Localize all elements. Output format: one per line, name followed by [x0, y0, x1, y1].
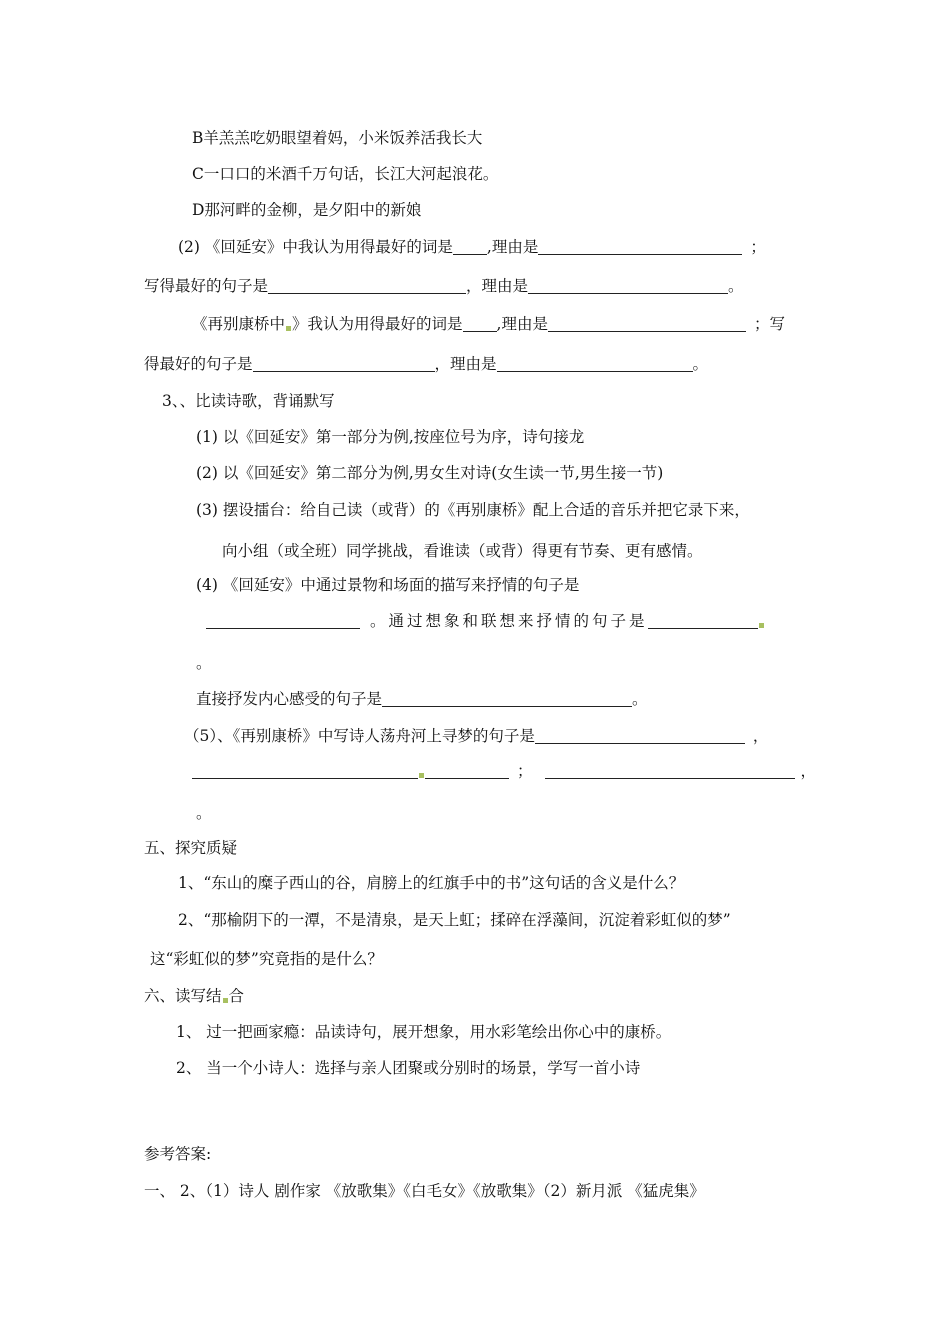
s3-item-2: (2) 以《回延安》第二部分为例,男女生对诗(女生读一节,男生接一节) [196, 464, 664, 482]
q2-text: ，理由是 [434, 355, 497, 373]
section-3-title: 3、、比读诗歌，背诵默写 [162, 392, 335, 410]
answer-blank[interactable] [548, 315, 746, 332]
section-5-title: 五、探究质疑 [144, 839, 238, 857]
s3-item-4d [196, 688, 648, 710]
s3-text: 。 [632, 690, 648, 708]
answer-blank[interactable] [463, 315, 497, 332]
answer-blank[interactable] [253, 355, 435, 372]
answer-blank[interactable] [453, 238, 487, 255]
mark-icon [286, 326, 291, 331]
answer-blank[interactable] [206, 612, 360, 629]
answer-blank[interactable] [382, 690, 632, 707]
s3-item-5a [184, 725, 768, 747]
answer-blank[interactable] [425, 762, 509, 779]
mark-icon [223, 998, 228, 1003]
q2-line-4 [144, 353, 708, 375]
q2-text: 。 [692, 355, 709, 373]
choice-c: C一口口的米酒千万句话，长江大河起浪花。 [192, 165, 499, 183]
section-6-title [144, 985, 244, 1007]
s5-q2b: 这“彩虹似的梦”究竟指的是什么？ [150, 950, 383, 968]
choice-b: B羊羔羔吃奶眼望着妈，小米饭养活我长大 [192, 129, 483, 147]
answers-line: 一、 2、（1）诗人 剧作家 《放歌集》《白毛女》《放歌集》（2）新月派 《猛虎集》 [144, 1182, 705, 1200]
q2-line-3 [192, 313, 785, 335]
q2-text: ，理由是 [466, 277, 529, 295]
s3-text: ； [517, 762, 533, 780]
answer-blank[interactable] [268, 277, 466, 294]
s3-item-4c: 。 [196, 654, 212, 672]
s6-text: 六、读写结 [144, 987, 222, 1005]
s5-q1: 1、“东山的糜子西山的谷，肩膀上的红旗手中的书”这句话的含义是什么？ [178, 874, 685, 892]
s3-text: 。通过想象和联想来抒情的句子是 [370, 612, 648, 630]
q2-text: 《再别康桥中 [192, 315, 286, 333]
answer-blank[interactable] [538, 238, 742, 255]
s6-item-1: 1、 过一把画家瘾：品读诗句，展开想象，用水彩笔绘出你心中的康桥。 [176, 1023, 672, 1041]
s3-item-5b [192, 760, 816, 782]
q2-text: 》我认为用得最好的词是 [292, 315, 463, 333]
s3-item-1: (1) 以《回延安》第一部分为例,按座位号为序，诗句接龙 [196, 428, 585, 446]
q2-text: 写得最好的句子是 [144, 277, 269, 295]
s3-item-5c: 。 [196, 804, 212, 822]
s5-q2a: 2、“那榆阴下的一潭，不是清泉，是天上虹；揉碎在浮藻间，沉淀着彩虹似的梦” [178, 911, 731, 929]
q2-text: ,理由是 [496, 315, 548, 333]
answer-blank[interactable] [497, 355, 693, 372]
s3-item-4b [206, 610, 765, 632]
s3-text: 直接抒发内心感受的句子是 [196, 690, 383, 708]
s6-item-2: 2、 当一个小诗人：选择与亲人团聚或分别时的场景，学写一首小诗 [176, 1059, 641, 1077]
s3-text: ， [752, 727, 769, 745]
q2-text: (2) 《回延安》中我认为用得最好的词是 [178, 238, 453, 256]
choice-d: D那河畔的金柳，是夕阳中的新娘 [192, 201, 422, 219]
q2-text: ,理由是 [486, 238, 539, 256]
q2-text: ；写 [753, 315, 785, 333]
q2-line-1 [178, 236, 766, 258]
mark-icon [759, 623, 764, 628]
s6-text: 合 [228, 987, 245, 1005]
s3-item-3a: (3) 摆设擂台：给自己读（或背）的《再别康桥》配上合适的音乐并把它录下来， [196, 501, 750, 519]
s3-text: （5）、《再别康桥》中写诗人荡舟河上寻梦的句子是 [184, 727, 535, 745]
answer-blank[interactable] [648, 612, 758, 629]
q2-text: 得最好的句子是 [144, 355, 253, 373]
answer-blank[interactable] [545, 762, 795, 779]
s3-item-4a: (4) 《回延安》中通过景物和场面的描写来抒情的句子是 [196, 576, 580, 594]
s3-item-3b: 向小组（或全班）同学挑战，看谁读（或背）得更有节奏、更有感情。 [222, 542, 703, 560]
q2-line-2 [144, 275, 744, 297]
q2-text: 。 [728, 277, 744, 295]
answer-blank[interactable] [535, 727, 745, 744]
q2-text: ； [750, 238, 766, 256]
answer-blank[interactable] [528, 277, 728, 294]
answers-title: 参考答案: [144, 1145, 212, 1163]
answer-blank[interactable] [192, 762, 418, 779]
mark-icon [419, 773, 424, 778]
s3-text: ， [800, 762, 817, 780]
